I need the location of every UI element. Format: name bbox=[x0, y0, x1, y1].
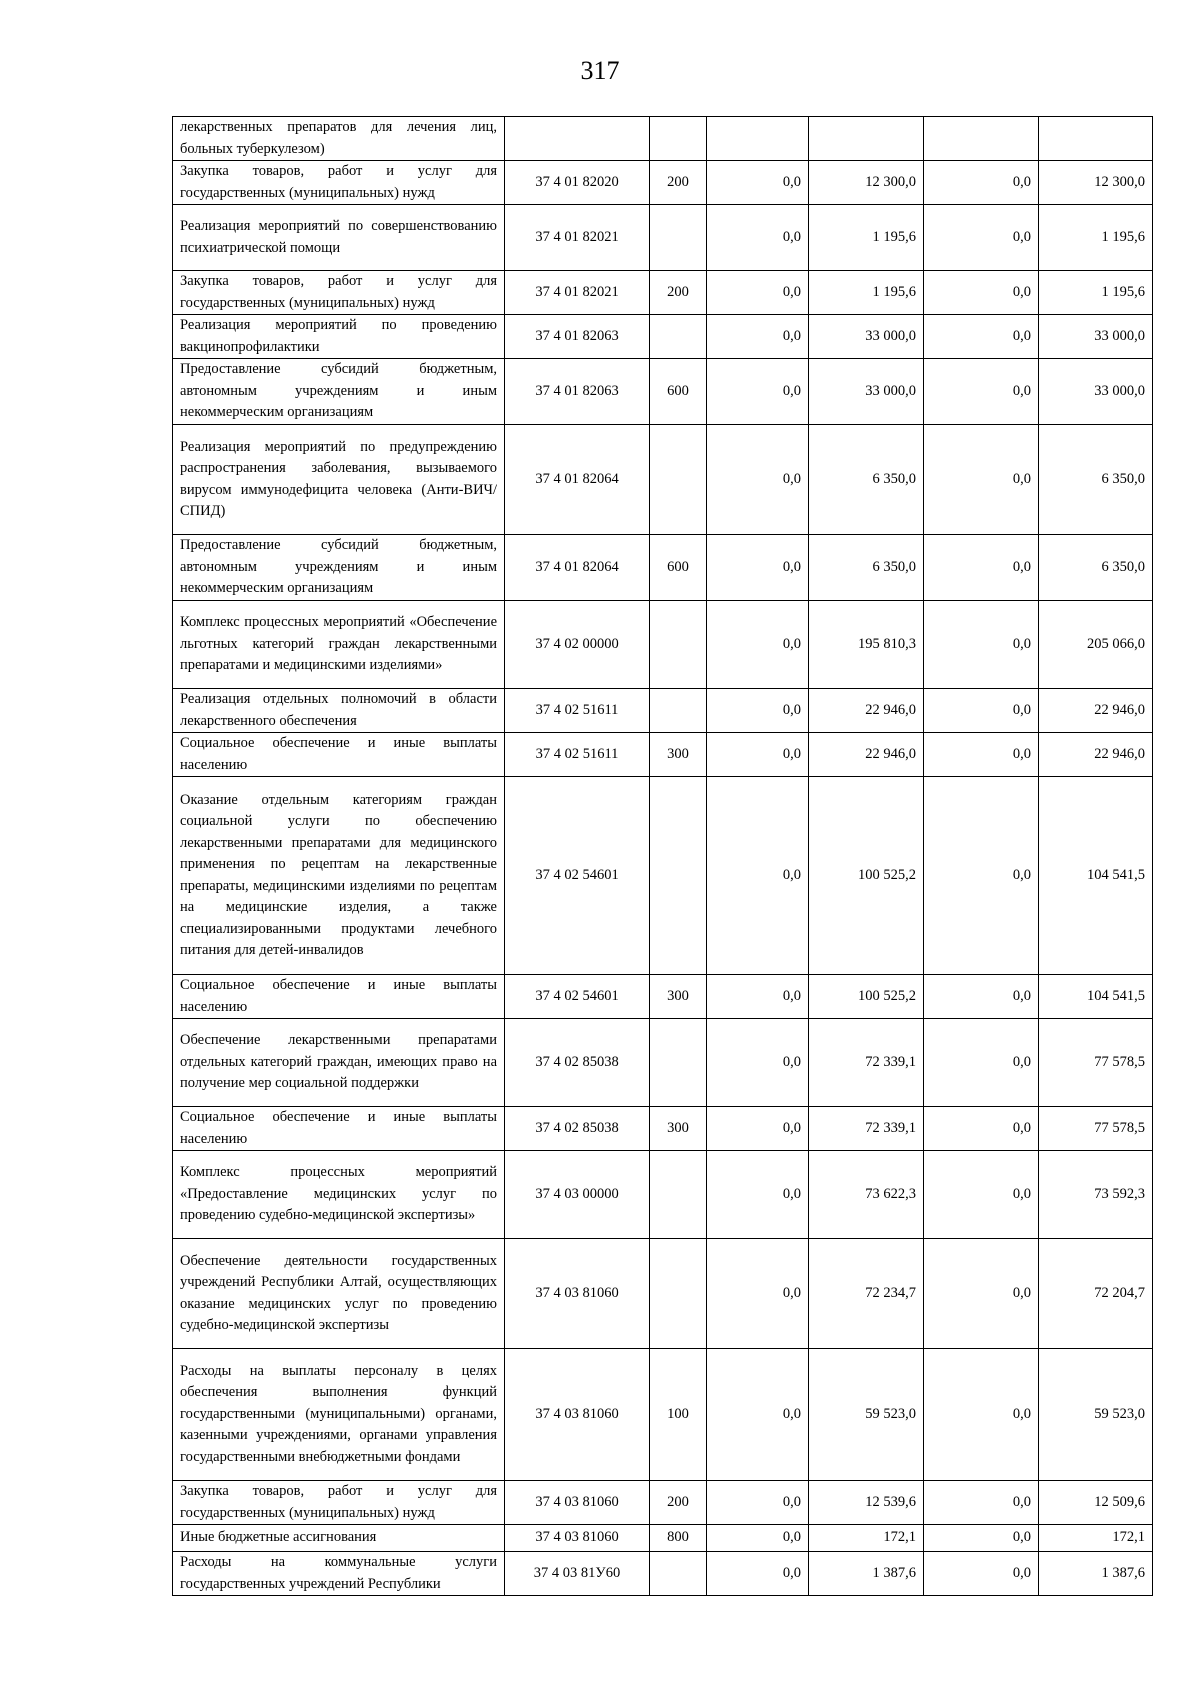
row-value-1-cell: 0,0 bbox=[707, 535, 809, 601]
budget-table bbox=[172, 116, 1153, 1596]
row-name-cell: Социальное обеспечение и иные выплаты населению bbox=[173, 733, 505, 777]
row-name-cell: Реализация отдельных полномочий в области лекарственного обеспечения bbox=[173, 689, 505, 733]
row-name-cell: Комплекс процессных мероприятий «Предоставление медицинских услуг по проведению судебно-медицинской экспертизы» bbox=[173, 1151, 505, 1239]
row-expense-type-cell bbox=[650, 205, 707, 271]
row-value-1-cell: 0,0 bbox=[707, 689, 809, 733]
row-name-cell: Иные бюджетные ассигнования bbox=[173, 1525, 505, 1552]
table-row bbox=[173, 271, 1153, 315]
row-expense-type-cell bbox=[650, 1552, 707, 1596]
row-value-2-cell: 22 946,0 bbox=[809, 733, 924, 777]
row-value-2-cell: 59 523,0 bbox=[809, 1349, 924, 1481]
row-value-4-cell: 59 523,0 bbox=[1039, 1349, 1153, 1481]
row-value-1-cell: 0,0 bbox=[707, 1552, 809, 1596]
row-value-3-cell: 0,0 bbox=[924, 1481, 1039, 1525]
row-code-cell: 37 4 03 00000 bbox=[505, 1151, 650, 1239]
row-code-cell: 37 4 02 85038 bbox=[505, 1107, 650, 1151]
row-code-cell: 37 4 01 82063 bbox=[505, 359, 650, 425]
row-expense-type-cell: 100 bbox=[650, 1349, 707, 1481]
row-name-cell: Социальное обеспечение и иные выплаты населению bbox=[173, 1107, 505, 1151]
row-code-cell: 37 4 02 54601 bbox=[505, 777, 650, 975]
table-row bbox=[173, 733, 1153, 777]
row-value-1-cell: 0,0 bbox=[707, 733, 809, 777]
row-value-2-cell: 100 525,2 bbox=[809, 975, 924, 1019]
page-number: 317 bbox=[580, 56, 620, 85]
row-value-4-cell: 104 541,5 bbox=[1039, 975, 1153, 1019]
row-value-4-cell: 1 387,6 bbox=[1039, 1552, 1153, 1596]
table-row bbox=[173, 205, 1153, 271]
row-value-3-cell: 0,0 bbox=[924, 689, 1039, 733]
row-expense-type-cell: 200 bbox=[650, 271, 707, 315]
row-value-1-cell: 0,0 bbox=[707, 1019, 809, 1107]
row-code-cell: 37 4 03 81060 bbox=[505, 1481, 650, 1525]
row-value-2-cell: 12 300,0 bbox=[809, 161, 924, 205]
table-row bbox=[173, 117, 1153, 161]
row-value-3-cell: 0,0 bbox=[924, 1239, 1039, 1349]
table-body bbox=[173, 117, 1153, 1596]
row-code-cell: 37 4 01 82063 bbox=[505, 315, 650, 359]
row-name-cell: Социальное обеспечение и иные выплаты населению bbox=[173, 975, 505, 1019]
row-value-3-cell: 0,0 bbox=[924, 601, 1039, 689]
row-name-cell: Комплекс процессных мероприятий «Обеспечение льготных категорий граждан лекарственными препаратами и медицинскими изделиями» bbox=[173, 601, 505, 689]
row-expense-type-cell: 600 bbox=[650, 359, 707, 425]
table-row bbox=[173, 1151, 1153, 1239]
table-row bbox=[173, 1525, 1153, 1552]
row-value-4-cell bbox=[1039, 117, 1153, 161]
row-value-4-cell: 77 578,5 bbox=[1039, 1019, 1153, 1107]
row-name-cell: Закупка товаров, работ и услуг для государственных (муниципальных) нужд bbox=[173, 1481, 505, 1525]
row-code-cell: 37 4 02 85038 bbox=[505, 1019, 650, 1107]
row-value-2-cell: 72 339,1 bbox=[809, 1019, 924, 1107]
table-row bbox=[173, 1239, 1153, 1349]
table-row bbox=[173, 1107, 1153, 1151]
row-code-cell: 37 4 01 82021 bbox=[505, 205, 650, 271]
row-value-2-cell: 22 946,0 bbox=[809, 689, 924, 733]
row-value-1-cell: 0,0 bbox=[707, 601, 809, 689]
row-value-2-cell: 6 350,0 bbox=[809, 535, 924, 601]
row-value-4-cell: 73 592,3 bbox=[1039, 1151, 1153, 1239]
row-name-cell: Предоставление субсидий бюджетным, автономным учреждениям и иным некоммерческим организациям bbox=[173, 359, 505, 425]
table-row bbox=[173, 315, 1153, 359]
row-value-4-cell: 12 509,6 bbox=[1039, 1481, 1153, 1525]
row-value-2-cell: 1 195,6 bbox=[809, 271, 924, 315]
table-row bbox=[173, 1349, 1153, 1481]
row-value-1-cell: 0,0 bbox=[707, 205, 809, 271]
table-row bbox=[173, 601, 1153, 689]
table-row bbox=[173, 1552, 1153, 1596]
row-value-4-cell: 22 946,0 bbox=[1039, 689, 1153, 733]
row-value-4-cell: 172,1 bbox=[1039, 1525, 1153, 1552]
row-name-cell: Обеспечение лекарственными препаратами отдельных категорий граждан, имеющих право на получение мер социальной поддержки bbox=[173, 1019, 505, 1107]
row-value-1-cell: 0,0 bbox=[707, 1481, 809, 1525]
row-value-1-cell: 0,0 bbox=[707, 315, 809, 359]
row-value-4-cell: 12 300,0 bbox=[1039, 161, 1153, 205]
row-expense-type-cell bbox=[650, 425, 707, 535]
row-expense-type-cell bbox=[650, 777, 707, 975]
row-name-cell: Расходы на коммунальные услуги государственных учреждений Республики bbox=[173, 1552, 505, 1596]
row-code-cell bbox=[505, 117, 650, 161]
row-value-3-cell: 0,0 bbox=[924, 271, 1039, 315]
row-value-1-cell: 0,0 bbox=[707, 1107, 809, 1151]
row-value-4-cell: 33 000,0 bbox=[1039, 359, 1153, 425]
row-value-1-cell: 0,0 bbox=[707, 271, 809, 315]
row-code-cell: 37 4 02 00000 bbox=[505, 601, 650, 689]
row-value-1-cell: 0,0 bbox=[707, 1151, 809, 1239]
table-row bbox=[173, 777, 1153, 975]
row-value-4-cell: 72 204,7 bbox=[1039, 1239, 1153, 1349]
row-name-cell: Закупка товаров, работ и услуг для государственных (муниципальных) нужд bbox=[173, 161, 505, 205]
row-code-cell: 37 4 02 51611 bbox=[505, 689, 650, 733]
row-expense-type-cell: 200 bbox=[650, 1481, 707, 1525]
row-value-2-cell: 33 000,0 bbox=[809, 315, 924, 359]
row-code-cell: 37 4 03 81060 bbox=[505, 1349, 650, 1481]
table-row bbox=[173, 161, 1153, 205]
table-row bbox=[173, 1481, 1153, 1525]
row-value-3-cell: 0,0 bbox=[924, 315, 1039, 359]
row-value-3-cell: 0,0 bbox=[924, 1552, 1039, 1596]
row-code-cell: 37 4 01 82064 bbox=[505, 535, 650, 601]
row-expense-type-cell bbox=[650, 601, 707, 689]
row-expense-type-cell: 200 bbox=[650, 161, 707, 205]
row-value-3-cell: 0,0 bbox=[924, 535, 1039, 601]
row-value-1-cell: 0,0 bbox=[707, 1349, 809, 1481]
row-value-3-cell: 0,0 bbox=[924, 777, 1039, 975]
row-name-cell: Закупка товаров, работ и услуг для государственных (муниципальных) нужд bbox=[173, 271, 505, 315]
row-value-4-cell: 1 195,6 bbox=[1039, 205, 1153, 271]
row-value-3-cell: 0,0 bbox=[924, 205, 1039, 271]
row-expense-type-cell bbox=[650, 1239, 707, 1349]
row-value-4-cell: 77 578,5 bbox=[1039, 1107, 1153, 1151]
row-name-cell: Обеспечение деятельности государственных учреждений Республики Алтай, осуществляющих оказание медицинских услуг по проведению судебно-медицинской экспертизы bbox=[173, 1239, 505, 1349]
row-code-cell: 37 4 02 54601 bbox=[505, 975, 650, 1019]
row-value-3-cell: 0,0 bbox=[924, 1019, 1039, 1107]
row-value-1-cell: 0,0 bbox=[707, 1525, 809, 1552]
table-row bbox=[173, 359, 1153, 425]
row-expense-type-cell bbox=[650, 689, 707, 733]
row-code-cell: 37 4 03 81У60 bbox=[505, 1552, 650, 1596]
row-value-2-cell: 72 234,7 bbox=[809, 1239, 924, 1349]
row-name-cell: лекарственных препаратов для лечения лиц, больных туберкулезом) bbox=[173, 117, 505, 161]
row-value-4-cell: 6 350,0 bbox=[1039, 425, 1153, 535]
row-expense-type-cell: 300 bbox=[650, 1107, 707, 1151]
row-value-4-cell: 22 946,0 bbox=[1039, 733, 1153, 777]
row-code-cell: 37 4 01 82064 bbox=[505, 425, 650, 535]
row-expense-type-cell: 300 bbox=[650, 733, 707, 777]
row-value-3-cell: 0,0 bbox=[924, 1349, 1039, 1481]
row-value-3-cell: 0,0 bbox=[924, 161, 1039, 205]
row-code-cell: 37 4 03 81060 bbox=[505, 1239, 650, 1349]
table-row bbox=[173, 1019, 1153, 1107]
row-name-cell: Реализация мероприятий по предупреждению распространения заболевания, вызываемого вирусом иммунодефицита человека (Анти-ВИЧ/СПИД) bbox=[173, 425, 505, 535]
row-value-3-cell: 0,0 bbox=[924, 1525, 1039, 1552]
row-expense-type-cell: 800 bbox=[650, 1525, 707, 1552]
row-value-1-cell: 0,0 bbox=[707, 975, 809, 1019]
row-value-2-cell: 73 622,3 bbox=[809, 1151, 924, 1239]
row-value-1-cell: 0,0 bbox=[707, 777, 809, 975]
row-expense-type-cell bbox=[650, 315, 707, 359]
row-value-4-cell: 1 195,6 bbox=[1039, 271, 1153, 315]
row-value-2-cell: 195 810,3 bbox=[809, 601, 924, 689]
row-expense-type-cell: 300 bbox=[650, 975, 707, 1019]
row-value-3-cell: 0,0 bbox=[924, 1107, 1039, 1151]
row-value-2-cell: 1 195,6 bbox=[809, 205, 924, 271]
row-expense-type-cell bbox=[650, 1019, 707, 1107]
table-row bbox=[173, 535, 1153, 601]
row-name-cell: Реализация мероприятий по совершенствованию психиатрической помощи bbox=[173, 205, 505, 271]
row-value-3-cell: 0,0 bbox=[924, 975, 1039, 1019]
row-value-2-cell: 12 539,6 bbox=[809, 1481, 924, 1525]
row-value-2-cell: 33 000,0 bbox=[809, 359, 924, 425]
row-expense-type-cell: 600 bbox=[650, 535, 707, 601]
table-row bbox=[173, 425, 1153, 535]
row-expense-type-cell bbox=[650, 117, 707, 161]
row-value-1-cell: 0,0 bbox=[707, 161, 809, 205]
row-value-2-cell: 1 387,6 bbox=[809, 1552, 924, 1596]
row-value-2-cell bbox=[809, 117, 924, 161]
row-value-4-cell: 205 066,0 bbox=[1039, 601, 1153, 689]
row-code-cell: 37 4 02 51611 bbox=[505, 733, 650, 777]
row-name-cell: Оказание отдельным категориям граждан социальной услуги по обеспечению лекарственными препаратами для медицинского применения по рецептам на лекарственные препараты, медицинскими изделиями по рецептам на медицинские изделия, а также специализированными продуктами лечебного питания для детей-инвалидов bbox=[173, 777, 505, 975]
row-value-2-cell: 6 350,0 bbox=[809, 425, 924, 535]
row-value-3-cell bbox=[924, 117, 1039, 161]
row-value-4-cell: 6 350,0 bbox=[1039, 535, 1153, 601]
row-value-3-cell: 0,0 bbox=[924, 359, 1039, 425]
table-row bbox=[173, 975, 1153, 1019]
row-value-3-cell: 0,0 bbox=[924, 733, 1039, 777]
row-value-1-cell: 0,0 bbox=[707, 425, 809, 535]
row-value-3-cell: 0,0 bbox=[924, 1151, 1039, 1239]
row-value-2-cell: 172,1 bbox=[809, 1525, 924, 1552]
row-code-cell: 37 4 01 82021 bbox=[505, 271, 650, 315]
row-name-cell: Расходы на выплаты персоналу в целях обеспечения выполнения функций государственными (муниципальными) органами, казенными учреждениями, органами управления государственными внебюджетными фондами bbox=[173, 1349, 505, 1481]
row-code-cell: 37 4 01 82020 bbox=[505, 161, 650, 205]
row-value-1-cell bbox=[707, 117, 809, 161]
row-value-2-cell: 100 525,2 bbox=[809, 777, 924, 975]
row-code-cell: 37 4 03 81060 bbox=[505, 1525, 650, 1552]
row-name-cell: Реализация мероприятий по проведению вакцинопрофилактики bbox=[173, 315, 505, 359]
row-value-3-cell: 0,0 bbox=[924, 425, 1039, 535]
row-value-2-cell: 72 339,1 bbox=[809, 1107, 924, 1151]
row-value-4-cell: 33 000,0 bbox=[1039, 315, 1153, 359]
row-value-4-cell: 104 541,5 bbox=[1039, 777, 1153, 975]
table-row bbox=[173, 689, 1153, 733]
row-expense-type-cell bbox=[650, 1151, 707, 1239]
row-value-1-cell: 0,0 bbox=[707, 359, 809, 425]
row-name-cell: Предоставление субсидий бюджетным, автономным учреждениям и иным некоммерческим организациям bbox=[173, 535, 505, 601]
row-value-1-cell: 0,0 bbox=[707, 1239, 809, 1349]
